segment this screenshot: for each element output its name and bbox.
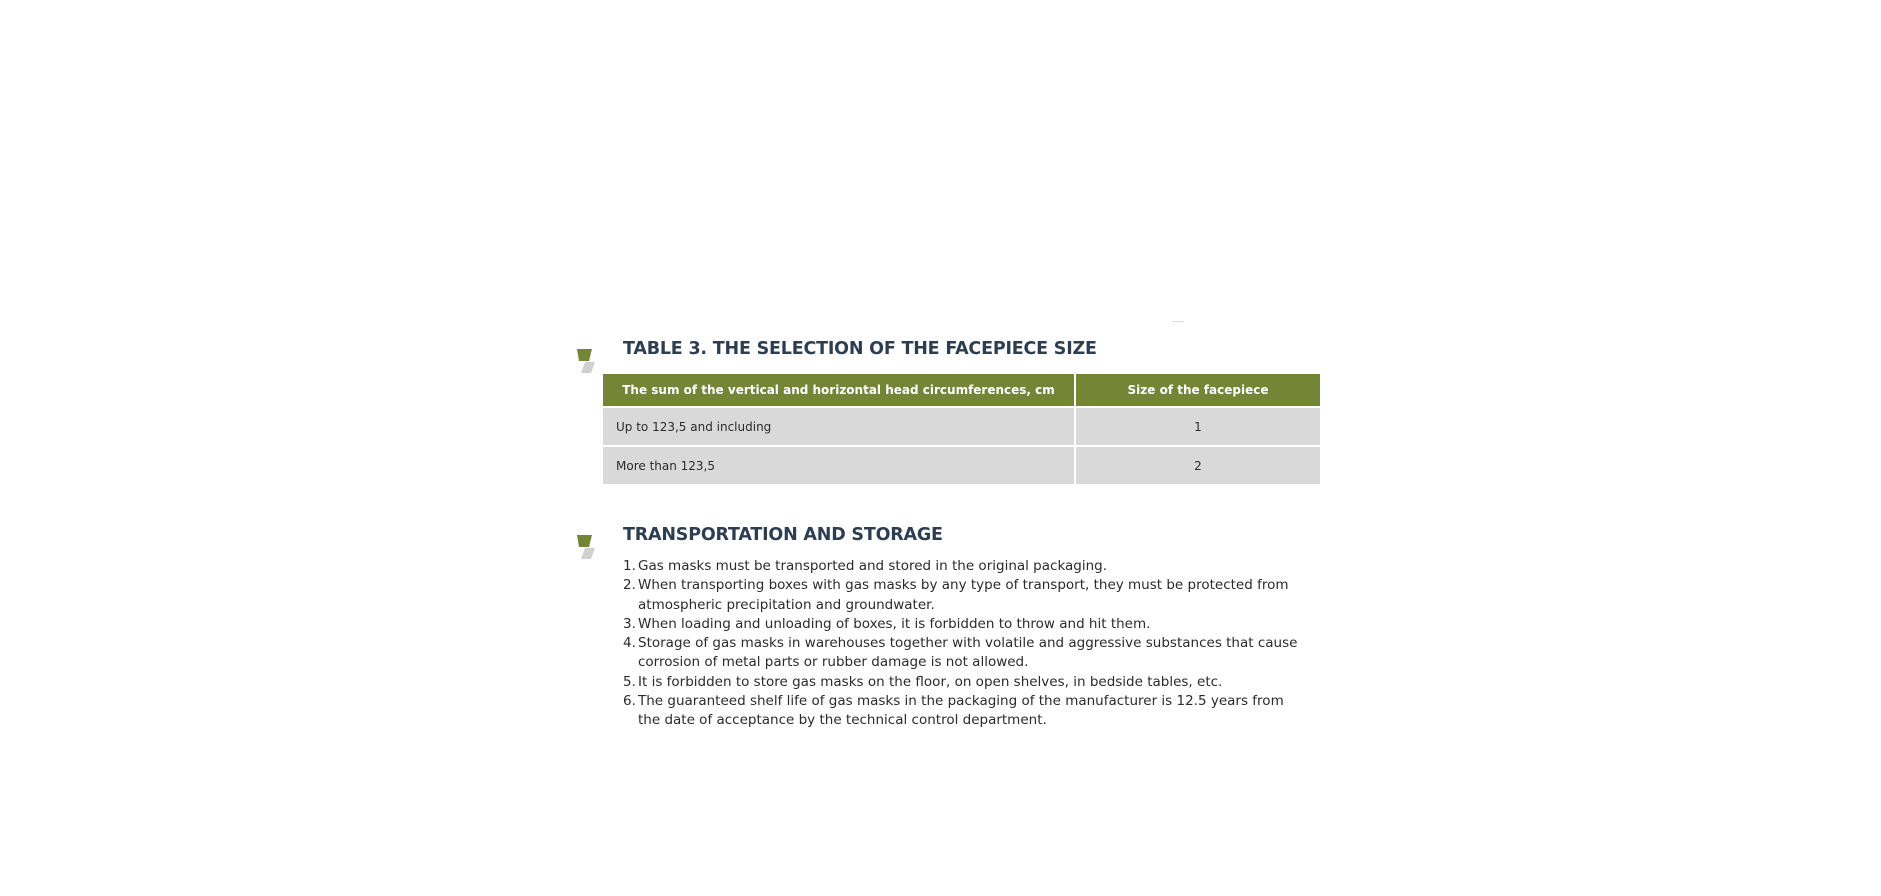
list-item-number: 5.: [623, 673, 636, 690]
list-item: [623, 557, 1303, 576]
table-cell-size: 1: [1075, 407, 1321, 446]
list-item-number: 2.: [623, 577, 636, 594]
list-item: [623, 634, 1303, 673]
list-item-text: Storage of gas masks in warehouses together with volatile and aggressive substances that cause corrosion of metal parts or rubber damage is not allowed.: [638, 635, 1298, 671]
table-cell-size: 2: [1075, 446, 1321, 485]
table-row: [602, 446, 1321, 485]
table-header-size: Size of the facepiece: [1075, 373, 1321, 407]
list-item-text: The guaranteed shelf life of gas masks in the packaging of the manufacturer is 12.5 years from the date of acceptance by the technical control department.: [638, 693, 1284, 729]
list-item-text: Gas masks must be transported and stored in the original packaging.: [638, 558, 1108, 574]
table-section-title: TABLE 3. THE SELECTION OF THE FACEPIECE SIZE: [623, 339, 1097, 359]
section-marker-icon: [577, 349, 595, 375]
storage-section-title: TRANSPORTATION AND STORAGE: [623, 525, 943, 545]
list-item-number: 6.: [623, 693, 636, 710]
list-item: [623, 673, 1303, 692]
list-item-text: When transporting boxes with gas masks by any type of transport, they must be protected from atmospheric precipitation and groundwater.: [638, 577, 1289, 613]
table-cell-circumference: Up to 123,5 and including: [602, 407, 1075, 446]
page-edge-mark: [1172, 321, 1184, 322]
list-item-text: When loading and unloading of boxes, it is forbidden to throw and hit them.: [638, 615, 1151, 632]
table-row: [602, 407, 1321, 446]
storage-rules-list: [623, 557, 1303, 731]
facepiece-size-table: [601, 372, 1322, 486]
section-marker-icon: [577, 535, 595, 561]
list-item: [623, 576, 1303, 615]
table-header-row: [602, 373, 1321, 407]
table-cell-circumference: More than 123,5: [602, 446, 1075, 485]
list-item: [623, 615, 1303, 634]
list-item-text: It is forbidden to store gas masks on the floor, on open shelves, in bedside tables, etc.: [638, 673, 1223, 690]
list-item-number: 4.: [623, 635, 636, 652]
list-item-number: 1.: [623, 558, 636, 574]
list-item-number: 3.: [623, 615, 636, 632]
list-item: [623, 692, 1303, 731]
table-header-circumference: The sum of the vertical and horizontal head circumferences, cm: [602, 373, 1075, 407]
